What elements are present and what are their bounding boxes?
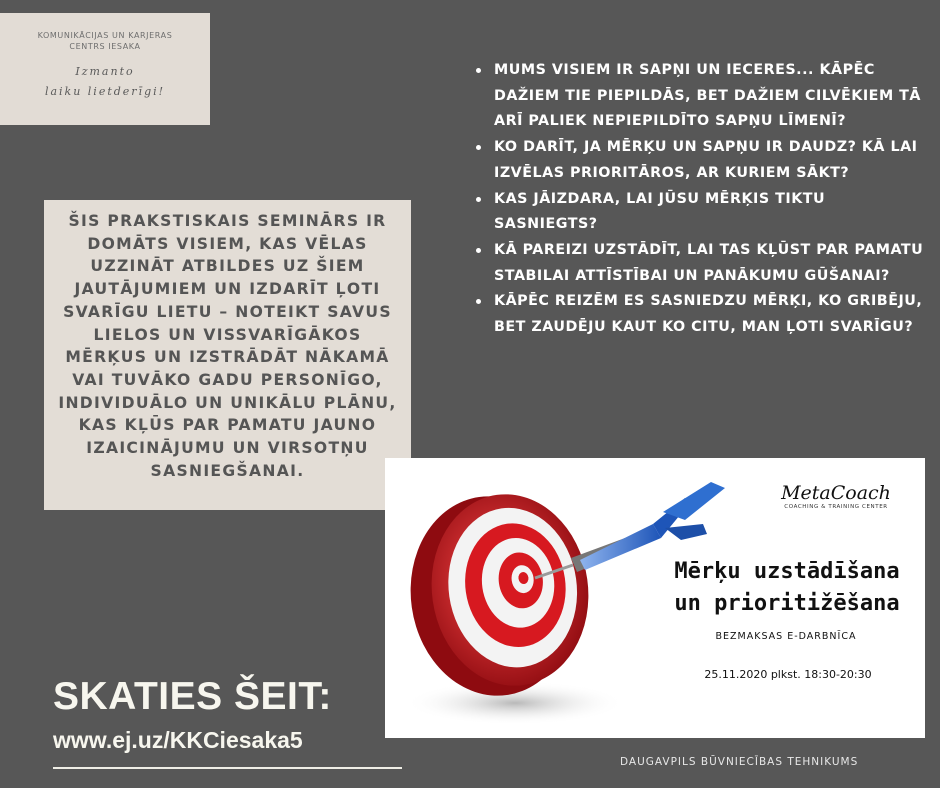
question-item — [476, 135, 931, 186]
logo-box — [0, 13, 210, 125]
logo-tagline — [0, 62, 210, 102]
question-text: KĀ PAREIZI UZSTĀDĪT, LAI TAS KĻŪST PAR PAMATU STABILAI ATTĪSTĪBAI UN PANĀKUMU GŪŠANAI? — [494, 241, 924, 284]
event-banner[interactable] — [385, 458, 925, 738]
banner-title-line1: Mērķu uzstādīšana — [674, 559, 900, 584]
logo-org-line2: CENTRS IESAKA — [69, 42, 141, 51]
question-text: KĀPĒC REIZĒM ES SASNIEDZU MĒRĶI, KO GRIBĒJU, BET ZAUDĒJU KAUT KO CITU, MAN ĻOTI SVARĪGU? — [494, 293, 923, 336]
institution-name: DAUGAVPILS BŪVNIECĪBAS TEHNIKUMS — [620, 756, 859, 768]
logo-tagline-line1: Izmanto — [75, 65, 135, 78]
logo-tagline-line2: laiku lietderīgi! — [44, 85, 166, 98]
registration-link[interactable]: www.ej.uz/KKCiesaka5 — [53, 727, 303, 753]
cta-heading: SKATIES ŠEIT: — [53, 675, 332, 718]
question-text: KO DARĪT, JA MĒRĶU UN SAPŅU IR DAUDZ? KĀ LAI IZVĒLAS PRIORITĀROS, AR KURIEM SĀKT? — [494, 139, 918, 181]
event-date: 25.11.2020 plkst. 18:30-20:30 — [704, 668, 872, 681]
divider — [53, 767, 402, 769]
question-item — [476, 289, 931, 340]
description-box — [44, 200, 411, 510]
question-item — [476, 58, 931, 135]
question-list — [476, 58, 931, 341]
bullet-icon — [476, 145, 481, 150]
bullet-icon — [476, 68, 481, 73]
banner-subtitle: BEZMAKSAS E-DARBNĪCA — [715, 631, 857, 642]
bullet-icon — [476, 248, 481, 253]
banner-title — [647, 556, 925, 620]
question-text: MUMS VISIEM IR SAPŅI UN IECERES... KĀPĒC DAŽIEM TIE PIEPILDĀS, BET DAŽIEM CILVĒKIEM TĀ ARĪ PALIEK NEPIEPILDĪTO SAPŅU LĪMENĪ? — [494, 62, 921, 130]
question-item — [476, 238, 931, 289]
brand-name: MetaCoach — [781, 482, 891, 504]
brand-subtitle: COACHING & TRAINING CENTER — [784, 504, 888, 510]
banner-title-line2: un prioritižēšana — [674, 591, 900, 616]
description-text: ŠIS PRAKSTISKAIS SEMINĀRS IR DOMĀTS VISIEM, KAS VĒLAS UZZINĀT ATBILDES UZ ŠIEM JAUTĀJUMIEM UN IZDARĪT ĻOTI SVARĪGU LIETU – NOTEIKT SAVUS LIELOS UN VISSVARĪGĀKOS MĒRĶUS UN IZSTRĀDĀT NĀKAMĀ VAI TUVĀKO GADU PERSONĪGO, INDIVIDUĀLO UN UNIKĀLU PLĀNU, KAS KĻŪS PAR PAMATU JAUNO IZAICINĀJUMU UN VIRSOTŅU SASNIEGŠANAI. — [58, 212, 397, 480]
logo-org-line1: KOMUNIKĀCIJAS UN KARJERAS — [37, 31, 173, 40]
question-item — [476, 187, 931, 238]
bullet-icon — [476, 197, 481, 202]
metacoach-logo — [771, 482, 901, 510]
bullet-icon — [476, 299, 481, 304]
question-text: KAS JĀIZDARA, LAI JŪSU MĒRĶIS TIKTU SASNIEGTS? — [494, 190, 826, 233]
